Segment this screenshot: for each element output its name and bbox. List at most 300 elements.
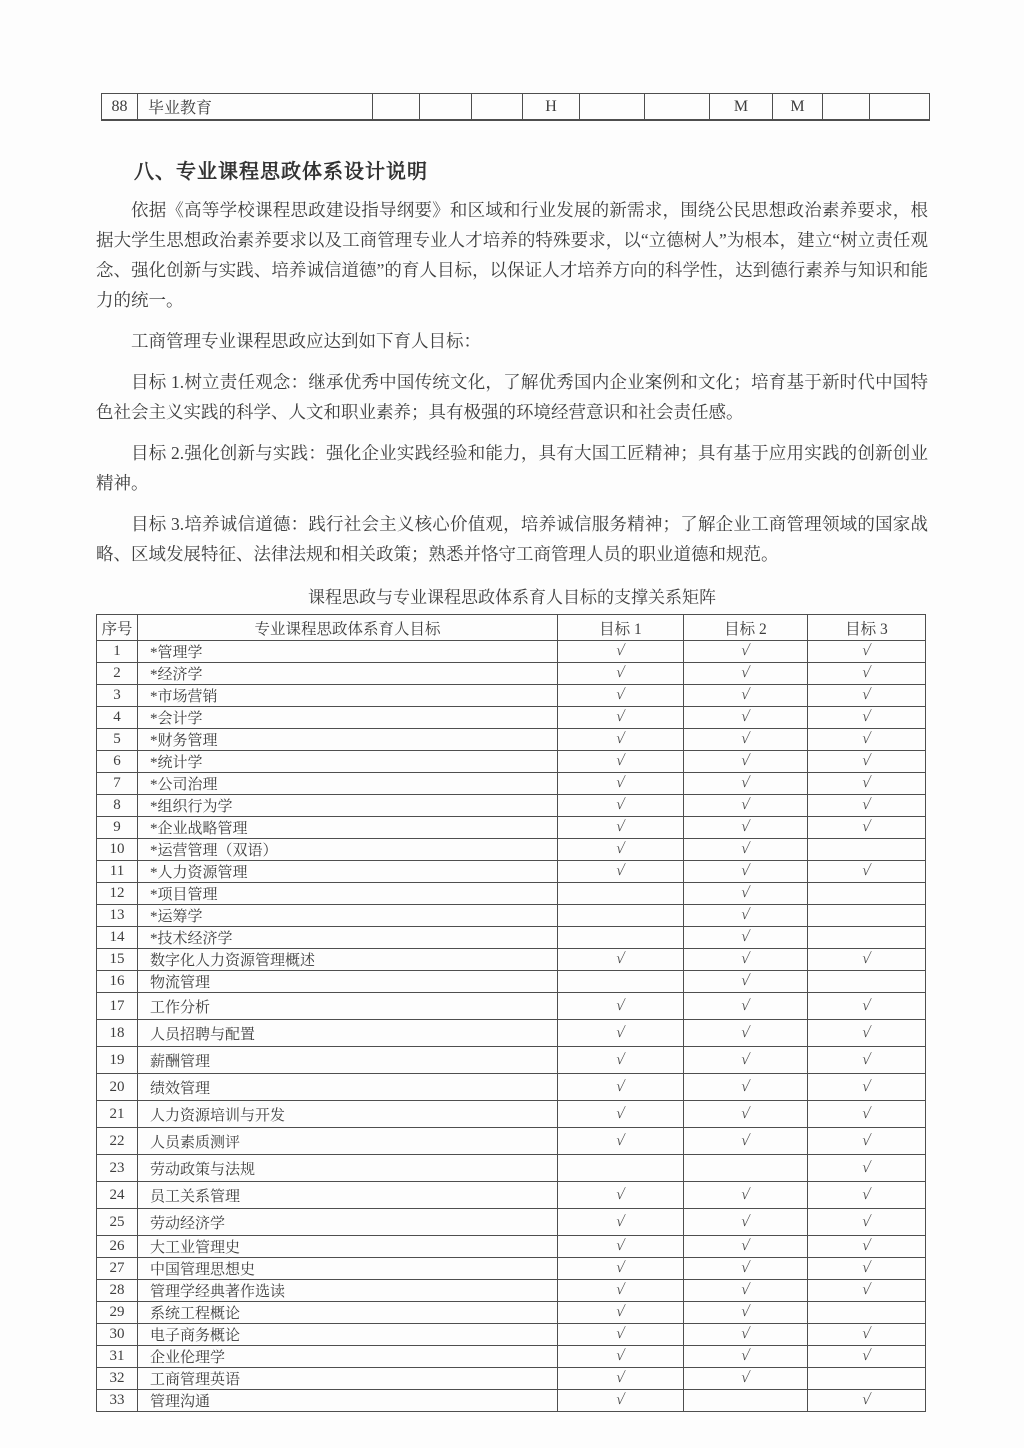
goal-1-cell — [558, 1236, 684, 1258]
goal-1-cell — [558, 817, 684, 839]
row-number: 10 — [97, 839, 138, 861]
goal-3-cell — [808, 1209, 926, 1236]
check-mark: √ — [740, 885, 752, 901]
goal-2-cell — [684, 1047, 808, 1074]
goal-3-cell — [808, 729, 926, 751]
table-row — [97, 839, 926, 861]
table-row — [97, 1258, 926, 1280]
table-row — [97, 1390, 926, 1412]
check-mark: √ — [740, 1238, 752, 1254]
goal-1-cell — [558, 641, 684, 663]
check-mark: √ — [740, 951, 752, 967]
goal-2-cell — [684, 1101, 808, 1128]
table-row — [97, 663, 926, 685]
check-mark: √ — [615, 1260, 627, 1276]
goal-2-cell — [684, 1236, 808, 1258]
course-name: 大工业管理史 — [138, 1236, 558, 1258]
check-mark: √ — [740, 973, 752, 989]
goal-2-cell — [684, 685, 808, 707]
goal-3-cell — [808, 1368, 926, 1390]
goal-3-cell — [808, 817, 926, 839]
header-goal-3: 目标 3 — [808, 615, 926, 641]
check-mark: √ — [615, 1238, 627, 1254]
check-mark: √ — [740, 665, 752, 681]
check-mark: √ — [861, 687, 873, 703]
row-number: 25 — [97, 1209, 138, 1236]
check-mark: √ — [615, 1051, 627, 1068]
goal-1-cell — [558, 1182, 684, 1209]
goal-3-cell — [808, 1101, 926, 1128]
body-text — [96, 195, 928, 569]
table-row — [97, 1346, 926, 1368]
row-number: 15 — [97, 949, 138, 971]
table-row — [97, 751, 926, 773]
goal-2-cell — [684, 1128, 808, 1155]
course-name: *管理学 — [138, 641, 558, 663]
course-name: 物流管理 — [138, 971, 558, 993]
check-mark: √ — [615, 1304, 627, 1320]
section-heading: 八、专业课程思政体系设计说明 — [134, 161, 428, 183]
matrix-title: 课程思政与专业课程思政体系育人目标的支撑关系矩阵 — [308, 588, 716, 607]
goal-2-cell — [684, 1258, 808, 1280]
header-goal-1: 目标 1 — [558, 615, 684, 641]
goal-3-cell — [808, 707, 926, 729]
goal-1-cell — [558, 1258, 684, 1280]
check-mark: √ — [615, 687, 627, 703]
goal-2-cell — [684, 795, 808, 817]
course-name: *市场营销 — [138, 685, 558, 707]
check-mark: √ — [615, 819, 627, 835]
course-name: 劳动经济学 — [138, 1209, 558, 1236]
row-number: 32 — [97, 1368, 138, 1390]
check-mark: √ — [615, 643, 627, 659]
check-mark: √ — [861, 1051, 873, 1068]
goal-1-cell — [558, 861, 684, 883]
table-row — [97, 817, 926, 839]
goal-2-cell — [684, 663, 808, 685]
course-name: 工商管理英语 — [138, 1368, 558, 1390]
goal-3-cell — [808, 1020, 926, 1047]
check-mark: √ — [615, 1186, 627, 1203]
check-mark: √ — [861, 1132, 873, 1149]
goal-1-cell — [558, 1020, 684, 1047]
check-mark: √ — [615, 753, 627, 769]
row-number: 12 — [97, 883, 138, 905]
check-mark: √ — [740, 1024, 752, 1041]
row-number: 17 — [97, 993, 138, 1020]
check-mark: √ — [861, 1348, 873, 1364]
prev-course-table — [101, 93, 930, 121]
check-mark: √ — [740, 1186, 752, 1203]
check-mark: √ — [615, 1326, 627, 1342]
goal-3-cell — [808, 861, 926, 883]
check-mark: √ — [861, 775, 873, 791]
table-row — [97, 1209, 926, 1236]
course-name: 人员素质测评 — [138, 1128, 558, 1155]
goal-3-cell — [808, 751, 926, 773]
table-row — [97, 949, 926, 971]
row-number: 24 — [97, 1182, 138, 1209]
goal-1-cell — [558, 663, 684, 685]
check-mark: √ — [615, 997, 627, 1014]
matrix-table — [96, 614, 926, 1412]
course-name: *财务管理 — [138, 729, 558, 751]
prev-row-mark-cell: H — [523, 94, 580, 121]
course-name: 人力资源培训与开发 — [138, 1101, 558, 1128]
table-row — [97, 1020, 926, 1047]
course-name: *人力资源管理 — [138, 861, 558, 883]
check-mark: √ — [861, 1326, 873, 1342]
goal-3-cell — [808, 1390, 926, 1412]
row-number: 21 — [97, 1101, 138, 1128]
prev-row-mark-cell: M — [710, 94, 773, 121]
check-mark: √ — [740, 643, 752, 659]
goal-1-cell — [558, 883, 684, 905]
check-mark: √ — [861, 819, 873, 835]
check-mark: √ — [740, 1132, 752, 1149]
goal-2-cell — [684, 1346, 808, 1368]
goal-3-cell — [808, 839, 926, 861]
check-mark: √ — [615, 1105, 627, 1122]
course-name: 电子商务概论 — [138, 1324, 558, 1346]
course-name: *项目管理 — [138, 883, 558, 905]
row-number: 3 — [97, 685, 138, 707]
goal-1-cell — [558, 971, 684, 993]
course-name: 员工关系管理 — [138, 1182, 558, 1209]
row-number: 4 — [97, 707, 138, 729]
goal-3-cell — [808, 1236, 926, 1258]
goal-2-cell — [684, 949, 808, 971]
goal-3-cell — [808, 1302, 926, 1324]
table-row — [97, 1302, 926, 1324]
goal-1-cell — [558, 1209, 684, 1236]
check-mark: √ — [740, 797, 752, 813]
table-row — [97, 883, 926, 905]
table-row — [97, 1324, 926, 1346]
goal-1-cell — [558, 1324, 684, 1346]
paragraph-goal-3: 目标 3.培养诚信道德：践行社会主义核心价值观，培养诚信服务精神；了解企业工商管理领域的国家战略、区域发展特征、法律法规和相关政策；熟悉并恪守工商管理人员的职业道德和规范。 — [96, 514, 928, 564]
table-row — [97, 1280, 926, 1302]
goal-3-cell — [808, 1155, 926, 1182]
goal-2-cell — [684, 1074, 808, 1101]
row-number: 2 — [97, 663, 138, 685]
goal-3-cell — [808, 1182, 926, 1209]
goal-1-cell — [558, 927, 684, 949]
row-number: 20 — [97, 1074, 138, 1101]
check-mark: √ — [615, 863, 627, 879]
goal-3-cell — [808, 1280, 926, 1302]
goal-1-cell — [558, 685, 684, 707]
check-mark: √ — [740, 753, 752, 769]
check-mark: √ — [615, 841, 627, 857]
check-mark: √ — [861, 863, 873, 879]
course-name: *技术经济学 — [138, 927, 558, 949]
course-name: *运筹学 — [138, 905, 558, 927]
course-name: 薪酬管理 — [138, 1047, 558, 1074]
goal-2-cell — [684, 927, 808, 949]
table-row — [97, 707, 926, 729]
check-mark: √ — [615, 1078, 627, 1095]
table-row — [97, 795, 926, 817]
check-mark: √ — [861, 643, 873, 659]
goal-3-cell — [808, 663, 926, 685]
check-mark: √ — [861, 1213, 873, 1230]
paragraph-basis: 依据《高等学校课程思政建设指导纲要》和区域和行业发展的新需求，围绕公民思想政治素养要求，根据大学生思想政治素养要求以及工商管理专业人才培养的特殊要求，以“立德树人”为根本，建立“树立责任观念、强化创新与实践、培养诚信道德”的育人目标，以保证人才培养方向的科学性，达到德行素养与知识和能力的统一。 — [96, 200, 928, 310]
goal-3-cell — [808, 641, 926, 663]
course-name: 管理沟通 — [138, 1390, 558, 1412]
check-mark: √ — [740, 731, 752, 747]
row-number: 31 — [97, 1346, 138, 1368]
check-mark: √ — [861, 1105, 873, 1122]
prev-row-empty-cell — [580, 94, 645, 121]
check-mark: √ — [740, 1078, 752, 1095]
table-row — [97, 773, 926, 795]
check-mark: √ — [615, 1132, 627, 1149]
goal-3-cell — [808, 1324, 926, 1346]
goal-2-cell — [684, 993, 808, 1020]
row-number: 28 — [97, 1280, 138, 1302]
check-mark: √ — [740, 687, 752, 703]
check-mark: √ — [740, 1105, 752, 1122]
goal-2-cell — [684, 1182, 808, 1209]
table-row — [97, 685, 926, 707]
table-row — [97, 641, 926, 663]
row-number: 9 — [97, 817, 138, 839]
goal-1-cell — [558, 1390, 684, 1412]
table-row — [97, 1236, 926, 1258]
goal-2-cell — [684, 1155, 808, 1182]
course-name: *经济学 — [138, 663, 558, 685]
goal-1-cell — [558, 751, 684, 773]
row-number: 30 — [97, 1324, 138, 1346]
goal-1-cell — [558, 1302, 684, 1324]
check-mark: √ — [861, 753, 873, 769]
goal-3-cell — [808, 1074, 926, 1101]
goal-2-cell — [684, 1368, 808, 1390]
check-mark: √ — [615, 797, 627, 813]
prev-row-course-name: 毕业教育 — [138, 94, 373, 121]
goal-1-cell — [558, 1368, 684, 1390]
row-number: 27 — [97, 1258, 138, 1280]
goal-1-cell — [558, 839, 684, 861]
goal-3-cell — [808, 1047, 926, 1074]
header-goal-2: 目标 2 — [684, 615, 808, 641]
table-row — [97, 1368, 926, 1390]
goal-1-cell — [558, 1280, 684, 1302]
course-name: 企业伦理学 — [138, 1346, 558, 1368]
course-name: 数字化人力资源管理概述 — [138, 949, 558, 971]
course-name: 人员招聘与配置 — [138, 1020, 558, 1047]
row-number: 22 — [97, 1128, 138, 1155]
goal-2-cell — [684, 1020, 808, 1047]
course-name: *企业战略管理 — [138, 817, 558, 839]
table-row — [97, 1101, 926, 1128]
goal-2-cell — [684, 1302, 808, 1324]
goal-2-cell — [684, 1280, 808, 1302]
check-mark: √ — [861, 1238, 873, 1254]
row-number: 19 — [97, 1047, 138, 1074]
goal-2-cell — [684, 883, 808, 905]
goal-2-cell — [684, 817, 808, 839]
check-mark: √ — [615, 665, 627, 681]
course-name: *统计学 — [138, 751, 558, 773]
goal-1-cell — [558, 1128, 684, 1155]
check-mark: √ — [615, 1348, 627, 1364]
check-mark: √ — [740, 775, 752, 791]
goal-2-cell — [684, 1390, 808, 1412]
check-mark: √ — [740, 1260, 752, 1276]
table-row — [97, 993, 926, 1020]
paragraph-goals-intro: 工商管理专业课程思政应达到如下育人目标： — [131, 331, 481, 351]
row-number: 8 — [97, 795, 138, 817]
paragraph-goal-1: 目标 1.树立责任观念：继承优秀中国传统文化，了解优秀国内企业案例和文化；培育基于新时代中国特色社会主义实践的科学、人文和职业素养；具有极强的环境经营意识和社会责任感。 — [96, 372, 928, 422]
goal-3-cell — [808, 971, 926, 993]
check-mark: √ — [615, 1213, 627, 1230]
goal-3-cell — [808, 927, 926, 949]
prev-row-number: 88 — [102, 94, 138, 121]
check-mark: √ — [861, 1260, 873, 1276]
goal-3-cell — [808, 1258, 926, 1280]
table-row — [97, 1047, 926, 1074]
course-name: *会计学 — [138, 707, 558, 729]
check-mark: √ — [861, 1392, 873, 1408]
goal-1-cell — [558, 905, 684, 927]
prev-row-empty-cell — [870, 94, 930, 121]
goal-1-cell — [558, 707, 684, 729]
course-name: 工作分析 — [138, 993, 558, 1020]
goal-3-cell — [808, 1128, 926, 1155]
header-row-number: 序号 — [97, 615, 138, 641]
check-mark: √ — [861, 1282, 873, 1298]
goal-1-cell — [558, 773, 684, 795]
check-mark: √ — [740, 907, 752, 923]
goal-2-cell — [684, 861, 808, 883]
check-mark: √ — [740, 1326, 752, 1342]
prev-row-empty-cell — [645, 94, 710, 121]
goal-2-cell — [684, 971, 808, 993]
row-number: 5 — [97, 729, 138, 751]
check-mark: √ — [615, 709, 627, 725]
row-number: 6 — [97, 751, 138, 773]
check-mark: √ — [615, 1392, 627, 1408]
goal-2-cell — [684, 839, 808, 861]
goal-1-cell — [558, 949, 684, 971]
check-mark: √ — [861, 1159, 873, 1176]
check-mark: √ — [740, 1370, 752, 1386]
goal-1-cell — [558, 993, 684, 1020]
goal-2-cell — [684, 1209, 808, 1236]
row-number: 33 — [97, 1390, 138, 1412]
row-number: 26 — [97, 1236, 138, 1258]
course-name: 绩效管理 — [138, 1074, 558, 1101]
check-mark: √ — [861, 665, 873, 681]
check-mark: √ — [740, 819, 752, 835]
check-mark: √ — [615, 1282, 627, 1298]
check-mark: √ — [740, 1213, 752, 1230]
header-course-goal: 专业课程思政体系育人目标 — [138, 615, 558, 641]
table-row — [97, 971, 926, 993]
check-mark: √ — [615, 731, 627, 747]
check-mark: √ — [740, 1304, 752, 1320]
course-name: 劳动政策与法规 — [138, 1155, 558, 1182]
goal-1-cell — [558, 1047, 684, 1074]
goal-2-cell — [684, 641, 808, 663]
table-row — [97, 1128, 926, 1155]
prev-row-empty-cell — [373, 94, 420, 121]
goal-2-cell — [684, 707, 808, 729]
course-name: 系统工程概论 — [138, 1302, 558, 1324]
check-mark: √ — [615, 1024, 627, 1041]
goal-3-cell — [808, 773, 926, 795]
goal-3-cell — [808, 795, 926, 817]
course-name: *运营管理（双语） — [138, 839, 558, 861]
course-name: 管理学经典著作选读 — [138, 1280, 558, 1302]
goal-1-cell — [558, 1346, 684, 1368]
check-mark: √ — [740, 841, 752, 857]
goal-1-cell — [558, 729, 684, 751]
table-row — [97, 927, 926, 949]
check-mark: √ — [615, 775, 627, 791]
row-number: 16 — [97, 971, 138, 993]
matrix-body — [97, 641, 926, 1412]
goal-2-cell — [684, 751, 808, 773]
table-row — [97, 905, 926, 927]
row-number: 14 — [97, 927, 138, 949]
table-row — [97, 1074, 926, 1101]
table-row — [97, 729, 926, 751]
goal-1-cell — [558, 795, 684, 817]
goal-3-cell — [808, 685, 926, 707]
table-row — [97, 1155, 926, 1182]
goal-1-cell — [558, 1101, 684, 1128]
check-mark: √ — [861, 797, 873, 813]
check-mark: √ — [740, 863, 752, 879]
row-number: 13 — [97, 905, 138, 927]
goal-1-cell — [558, 1155, 684, 1182]
table-row — [97, 1182, 926, 1209]
check-mark: √ — [861, 1186, 873, 1203]
goal-3-cell — [808, 905, 926, 927]
goal-3-cell — [808, 949, 926, 971]
paragraph-goal-2: 目标 2.强化创新与实践：强化企业实践经验和能力，具有大国工匠精神；具有基于应用实践的创新创业精神。 — [96, 443, 928, 493]
goal-3-cell — [808, 883, 926, 905]
check-mark: √ — [861, 1078, 873, 1095]
matrix-header-row — [97, 615, 926, 641]
check-mark: √ — [740, 997, 752, 1014]
course-name: *组织行为学 — [138, 795, 558, 817]
row-number: 1 — [97, 641, 138, 663]
row-number: 7 — [97, 773, 138, 795]
prev-row-mark-cell: M — [773, 94, 823, 121]
goal-3-cell — [808, 993, 926, 1020]
course-name: 中国管理思想史 — [138, 1258, 558, 1280]
check-mark: √ — [861, 731, 873, 747]
check-mark: √ — [615, 951, 627, 967]
row-number: 29 — [97, 1302, 138, 1324]
page-content — [96, 0, 928, 1412]
goal-2-cell — [684, 729, 808, 751]
course-name: *公司治理 — [138, 773, 558, 795]
row-number: 23 — [97, 1155, 138, 1182]
check-mark: √ — [861, 1024, 873, 1041]
row-number: 18 — [97, 1020, 138, 1047]
check-mark: √ — [740, 1051, 752, 1068]
row-number: 11 — [97, 861, 138, 883]
table-row — [97, 861, 926, 883]
goal-2-cell — [684, 1324, 808, 1346]
check-mark: √ — [740, 1348, 752, 1364]
goal-2-cell — [684, 773, 808, 795]
